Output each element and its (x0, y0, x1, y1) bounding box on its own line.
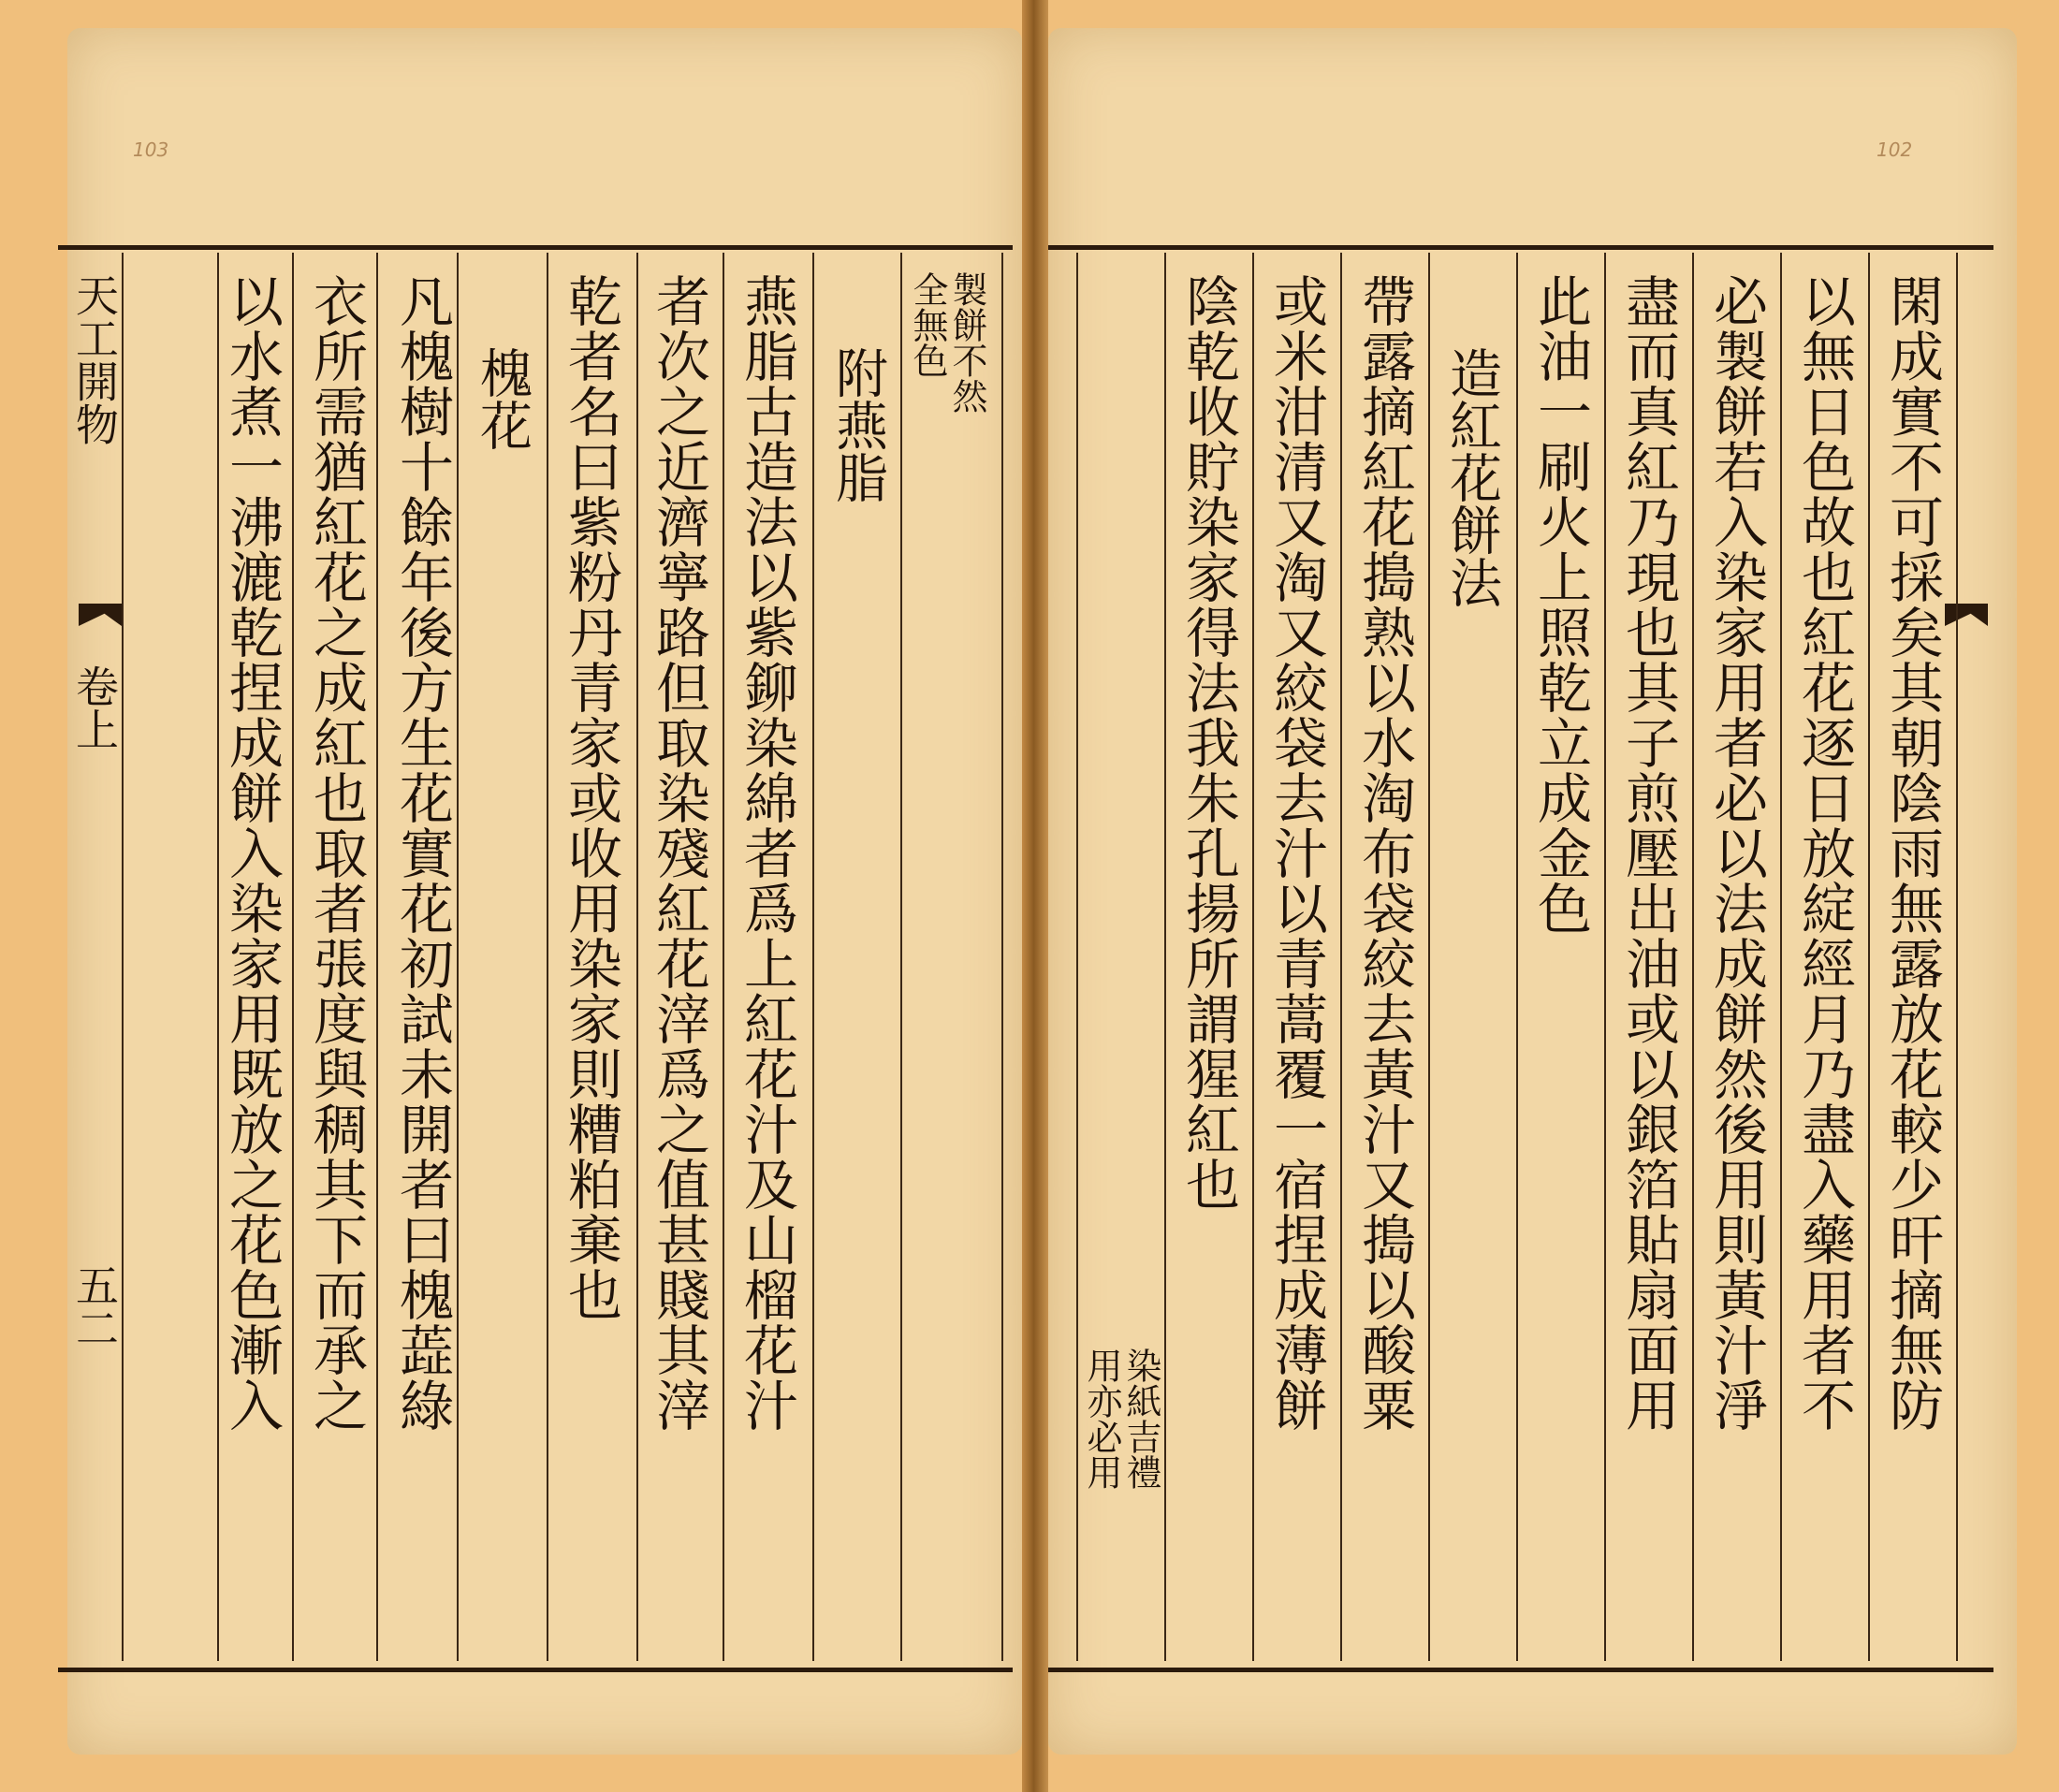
left-page (67, 28, 1022, 1755)
volume-label: 卷上 (69, 664, 120, 750)
page-number-right: 102 (1876, 138, 1913, 161)
folio-number: 五二 (69, 1263, 120, 1349)
text-column: 此油一刷火上照乾立成金色 (1528, 273, 1592, 936)
section-heading: 附燕脂 (827, 346, 888, 503)
text-column: 盡而真紅乃現也其子煎壓出油或以銀箔貼扇面用 (1616, 273, 1680, 1433)
text-column: 以無日色故也紅花逐日放綻經月乃盡入藥用者不 (1792, 273, 1856, 1433)
note-column: 製餅不然 (946, 271, 987, 414)
text-column: 陰乾收貯染家得法我朱孔揚所謂猩紅也 (1176, 273, 1240, 1212)
note-column: 全無色 (907, 271, 948, 378)
book-title: 天工開物 (69, 273, 120, 445)
text-column: 燕脂古造法以紫鉚染綿者爲上紅花汁及山榴花汁 (735, 273, 798, 1433)
text-column: 或米泔清又淘又絞袋去汁以青蒿覆一宿捏成薄餅 (1264, 273, 1328, 1433)
right-page (1048, 28, 2017, 1755)
note-column: 用亦必用 (1081, 1348, 1122, 1490)
section-heading: 造紅花餅法 (1441, 346, 1502, 608)
text-column: 閑成實不可採矣其朝陰雨無露放花較少旰摘無防 (1880, 273, 1944, 1433)
text-column: 者次之近濟寧路但取染殘紅花滓爲之值甚賤其滓 (647, 273, 710, 1433)
page-number-left: 103 (133, 138, 169, 161)
text-column: 乾者名曰紫粉丹青家或收用染家則糟粕棄也 (559, 273, 622, 1322)
section-heading: 槐花 (472, 346, 533, 451)
text-column: 以水煮一沸漉乾捏成餅入染家用既放之花色漸入 (220, 273, 284, 1433)
note-column: 染紙吉禮 (1120, 1348, 1161, 1490)
text-column: 帶露摘紅花搗熟以水淘布袋絞去黃汁又搗以酸粟 (1352, 273, 1416, 1433)
book-spine (1022, 0, 1048, 1792)
text-column: 衣所需猶紅花之成紅也取者張度與稠其下而承之 (304, 273, 368, 1433)
text-column: 必製餅若入染家用者必以法成餅然後用則黃汁淨 (1704, 273, 1768, 1433)
text-column: 凡槐樹十餘年後方生花實花初試未開者曰槐蕋綠 (390, 273, 454, 1433)
